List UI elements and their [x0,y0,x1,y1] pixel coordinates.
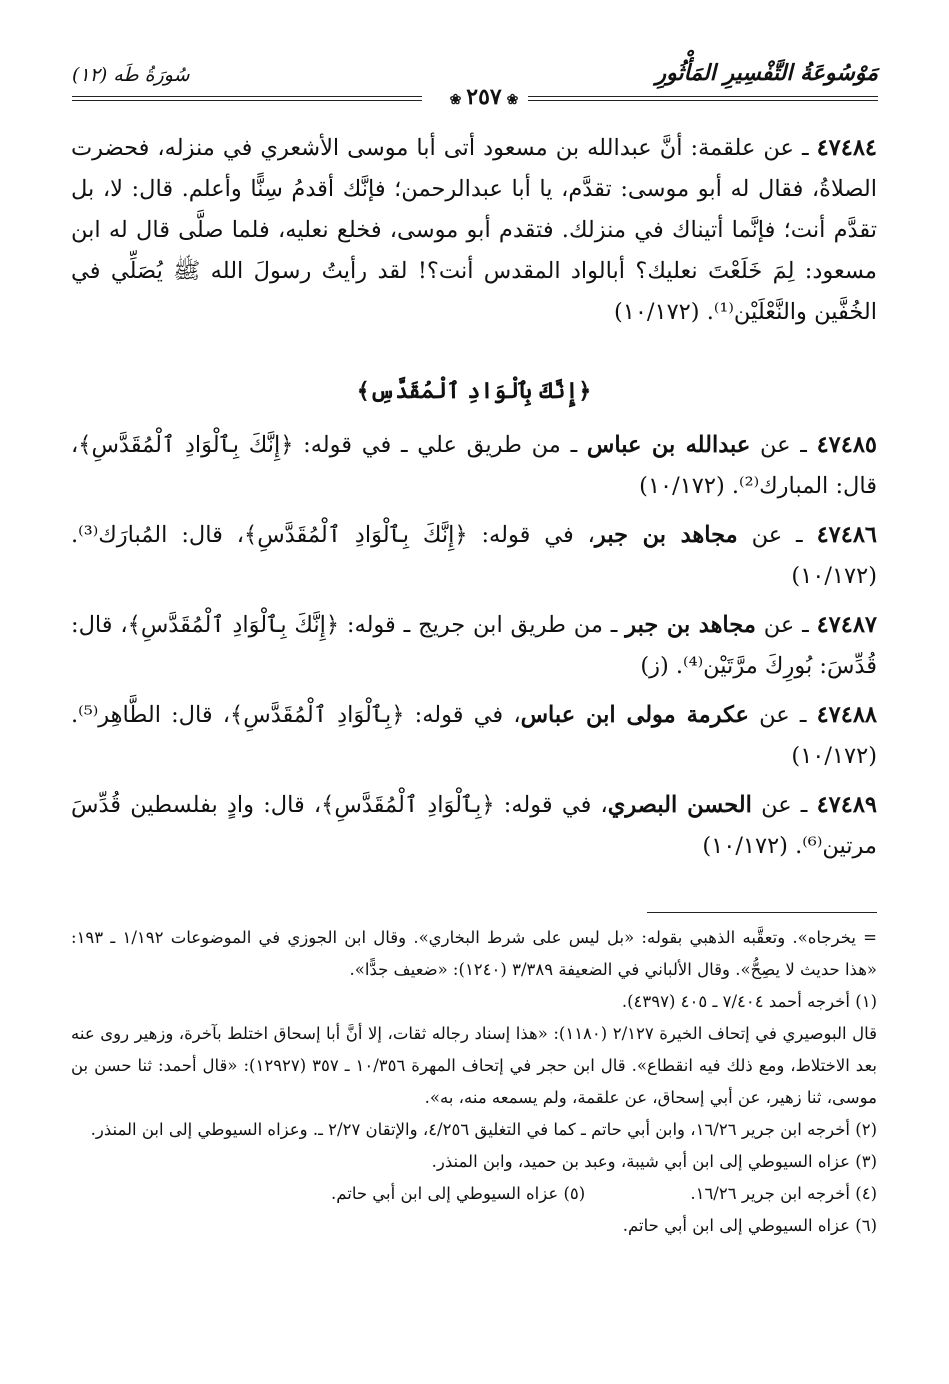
page-header [72,52,878,122]
surah-label: سُورَةُ طَه (١٢) [72,64,190,86]
footnote-2: (٢) أخرجه ابن جرير ١٦/٢٦، وابن أبي حاتم ـ كما في التغليق ٤/٢٥٦، والإتقان ٢/٢٧ ـ. وعزاه السيوطي إلى ابن المنذر. [90,1120,877,1139]
entry-47489: ٤٧٤٨٩ ـ عن الحسن البصري، في قوله: ﴿بِٱلْوَادِ ٱلْمُقَدَّسِ﴾، قال: وادٍ بفلسطين قُدِّسَ مرتين⁽⁶⁾. (١٠/١٧٢) [71,792,877,859]
ornament-icon: ❀ [449,92,467,108]
footnote-row-4-5 [71,1178,877,1210]
footnote-separator [647,912,877,913]
entry-47487: ٤٧٤٨٧ ـ عن مجاهد بن جبر ـ من طريق ابن جريج ـ قوله: ﴿إِنَّكَ بِٱلْوَادِ ٱلْمُقَدَّسِ﴾، قال: قُدِّسَ: بُورِكَ مرَّتَيْن⁽⁴⁾. (ز) [71,612,877,679]
footnote-3: (٣) عزاه السيوطي إلى ابن أبي شيبة، وعبد بن حميد، وابن المنذر. [431,1152,877,1171]
ornament-icon: ❀ [501,92,519,108]
entry-47485: ٤٧٤٨٥ ـ عن عبدالله بن عباس ـ من طريق علي ـ في قوله: ﴿إِنَّكَ بِٱلْوَادِ ٱلْمُقَدَّسِ﴾، قال: المبارك⁽²⁾. (١٠/١٧٢) [71,432,877,499]
entry-47484: ٤٧٤٨٤ ـ عن علقمة: أنَّ عبدالله بن مسعود أتى أبا موسى الأشعري في منزله، فحضرت الصلاةُ، فقال له أبو موسى: تقدَّم، يا أبا عبدالرحمن؛ فإنَّك أقدمُ سِنًّا وأعلم. قال: لا، بل تقدَّم أنت؛ فإنَّما أتيناك في منزلك. فتقدم أبو موسى، فخلع نعليه، فلما صلَّى قال له ابن مسعود: لِمَ خَلَعْتَ نعليك؟ أبالواد المقدس أنت؟! لقد رأيتُ رسولَ الله ﷺ يُصَلِّي في الخُفَّين والنَّعْلَيْن⁽¹⁾. (١٠/١٧٢) [71,135,877,325]
section-heading: ﴿إِنَّكَ بِٱلْوَادِ ٱلْمُقَدَّسِ﴾ [356,378,592,404]
footnote-1: (١) أخرجه أحمد ٧/٤٠٤ ـ ٤٠٥ (٤٣٩٧). [621,992,877,1011]
series-title: مَوْسُوعَةُ التَّفْسِيرِ المَأْثُورِ [655,60,878,86]
footnote-continuation: = يخرجاه». وتعقَّبه الذهبي بقوله: «بل ليس على شرط البخاري». وقال ابن الجوزي في الموضوعات ١/١٩٢ ـ ١٩٣: «هذا حديث لا يصِحُّ». وقال الألباني في الضعيفة ٣/٣٨٩ (١٢٤٠): «ضعيف جدًّا». [71,928,877,979]
footnote-6: (٦) عزاه السيوطي إلى ابن أبي حاتم. [622,1216,877,1235]
entry-47488: ٤٧٤٨٨ ـ عن عكرمة مولى ابن عباس، في قوله: ﴿بِٱلْوَادِ ٱلْمُقَدَّسِ﴾، قال: الطَّاهِر⁽⁵⁾. (١٠/١٧٢) [71,702,877,769]
main-text [71,128,877,875]
footnotes [71,922,877,1242]
footnote-5: (٥) عزاه السيوطي إلى ابن أبي حاتم. [331,1184,586,1203]
page-number: ❀ ٢٥٧ ❀ [449,84,519,110]
footnote-4: (٤) أخرجه ابن جرير ١٦/٢٦. [690,1184,877,1203]
footnote-1-comment: قال البوصيري في إتحاف الخيرة ٢/١٢٧ (١١٨٠): «هذا إسناد رجاله ثقات، إلا أنَّ أبا إسحاق اختلط بآخرة، وزهير روى عنه بعد الاختلاط، ومع ذلك فيه انقطاع». قال ابن حجر في إتحاف المهرة ١٠/٣٥٦ ـ ٣٥٧ (١٢٩٢٧): «قال أحمد: ثنا حسن بن موسى، ثنا زهير، عن أبي إسحاق، عن علقمة، ولم يسمعه منه، به». [71,1024,877,1107]
entry-47486: ٤٧٤٨٦ ـ عن مجاهد بن جبر، في قوله: ﴿إِنَّكَ بِٱلْوَادِ ٱلْمُقَدَّسِ﴾، قال: المُبارَك⁽³⁾. (١٠/١٧٢) [71,522,877,589]
header-rule-left [72,96,422,101]
header-rule-right [528,96,878,101]
